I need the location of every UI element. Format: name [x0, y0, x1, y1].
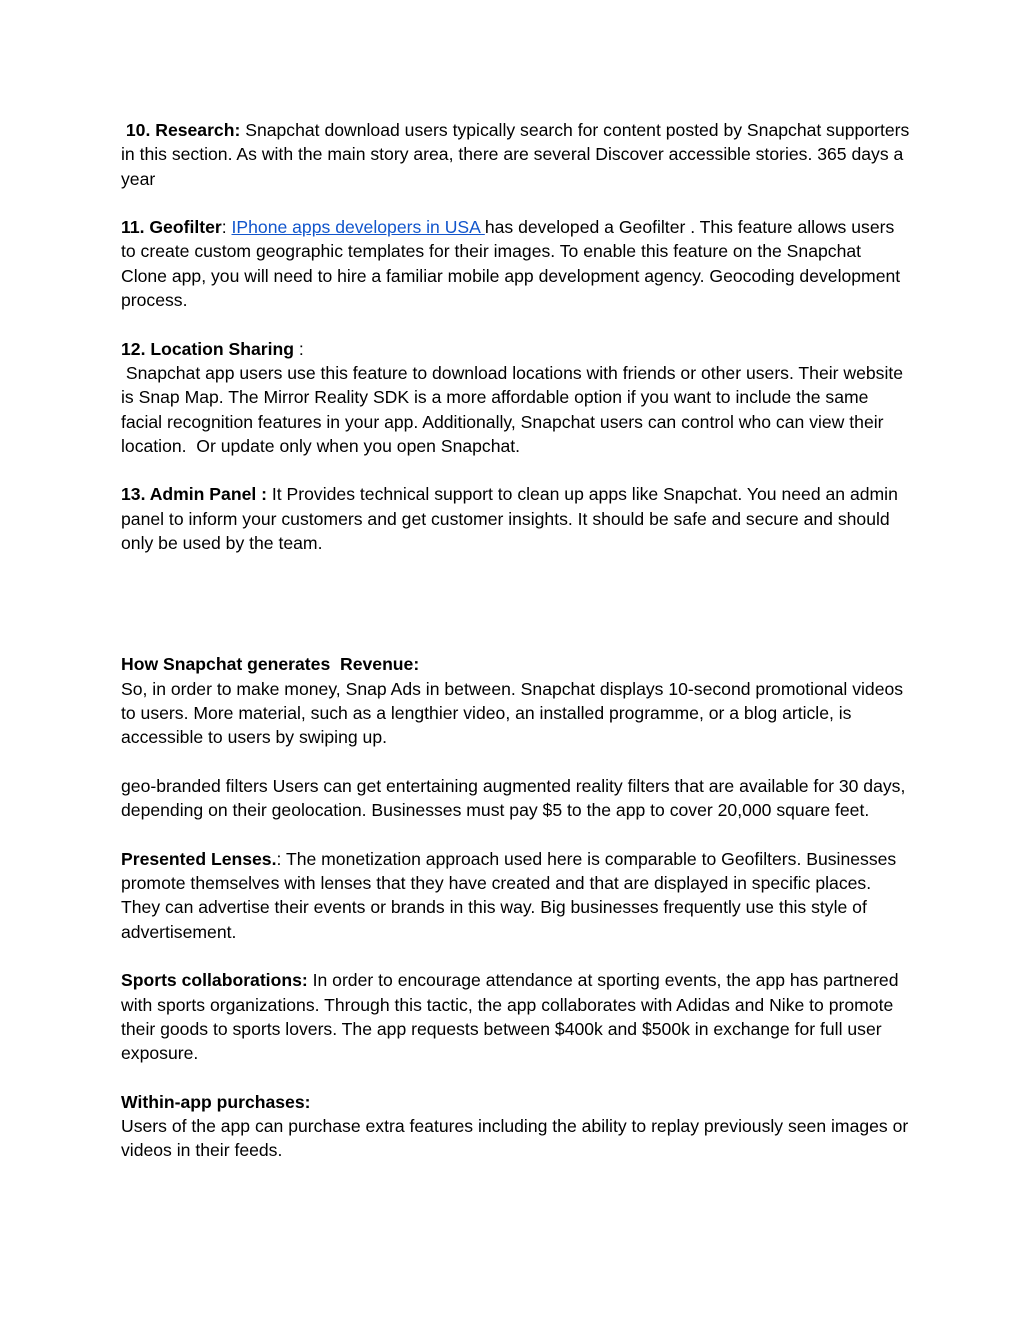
location-sharing-heading: 12. Location Sharing: [121, 338, 295, 359]
research-text: Snapchat download users typically search for content posted by Snapchat supporters in this section. As with the main story area, there are several Discover accessible stories. 365 days a year: [121, 120, 910, 189]
admin-panel-text: It Provides technical support to clean up apps like Snapchat. You need an admin panel to inform your customers and get customer insights. It should be safe and secure and should only be used by the team.: [121, 484, 898, 554]
geo-branded-text: geo-branded filters Users can get entertaining augmented reality filters that are available for 30 days, depending on their geolocation. Businesses must pay $5 to the app to cover 20,000 square feet.: [121, 775, 906, 821]
section-research: [121, 118, 911, 191]
presented-lenses-text: : The monetization approach used here is comparable to Geofilters. Businesses promote themselves with lenses that they have created and that are displayed in specific places. They can advertise their events or brands in this way. Big businesses frequently use this style of advertisement.: [121, 848, 897, 942]
document-page: [121, 118, 911, 1163]
geofilter-paragraph: [121, 215, 911, 312]
section-in-app: [121, 1090, 911, 1163]
section-presented-lenses: [121, 847, 911, 944]
location-sharing-heading-suffix: :: [294, 338, 304, 359]
admin-panel-heading: 13. Admin Panel :: [121, 484, 267, 505]
section-geo-branded: [121, 774, 911, 823]
research-heading: 10. Research:: [125, 120, 241, 140]
section-admin-panel: [121, 482, 911, 555]
in-app-heading-line: [121, 1090, 911, 1114]
section-revenue: [121, 652, 911, 749]
section-location-sharing: [121, 337, 911, 458]
geofilter-colon: :: [221, 217, 232, 238]
presented-lenses-heading: Presented Lenses.: [121, 848, 277, 869]
geofilter-text: has developed a Geofilter . This feature allows users to create custom geographic templates for their images. To enable this feature on the Snapchat Clone app, you will need to hire a familiar mobile app development agency. Geocoding development process.: [121, 217, 901, 311]
location-sharing-heading-line: [121, 337, 911, 361]
sports-paragraph: [121, 968, 911, 1065]
revenue-text: So, in order to make money, Snap Ads in between. Snapchat displays 10-second promotional videos to users. More material, such as a lengthier video, an installed programme, or a blog article, is accessible to users by swiping up.: [121, 678, 904, 748]
sports-heading: Sports collaborations:: [121, 970, 308, 991]
in-app-heading: Within-app purchases:: [121, 1091, 311, 1112]
geofilter-heading: 11. Geofilter: [121, 217, 222, 238]
admin-panel-paragraph: [121, 482, 911, 555]
in-app-text: Users of the app can purchase extra features including the ability to replay previously seen images or videos in their feeds.: [121, 1115, 909, 1161]
section-geofilter: [121, 215, 911, 312]
location-sharing-text: Snapchat app users use this feature to download locations with friends or other users. Their website is Snap Map. The Mirror Reality SDK is a more affordable option if you want to include the same facial recognition features in your app. Additionally, Snapchat users can control who can view their location. Or update only when you open Snapchat.: [121, 362, 908, 456]
revenue-heading: How Snapchat generates Revenue:: [121, 654, 420, 675]
presented-lenses-paragraph: [121, 847, 911, 944]
section-sports: [121, 968, 911, 1065]
sports-text: In order to encourage attendance at sporting events, the app has partnered with sports organizations. Through this tactic, the app collaborates with Adidas and Nike to promote their goods to sports lovers. The app requests between $400k and $500k in exchange for full user exposure.: [121, 970, 899, 1064]
revenue-heading-line: [121, 652, 911, 676]
research-paragraph: [121, 118, 911, 191]
iphone-developers-link[interactable]: IPhone apps developers in USA: [231, 217, 485, 238]
